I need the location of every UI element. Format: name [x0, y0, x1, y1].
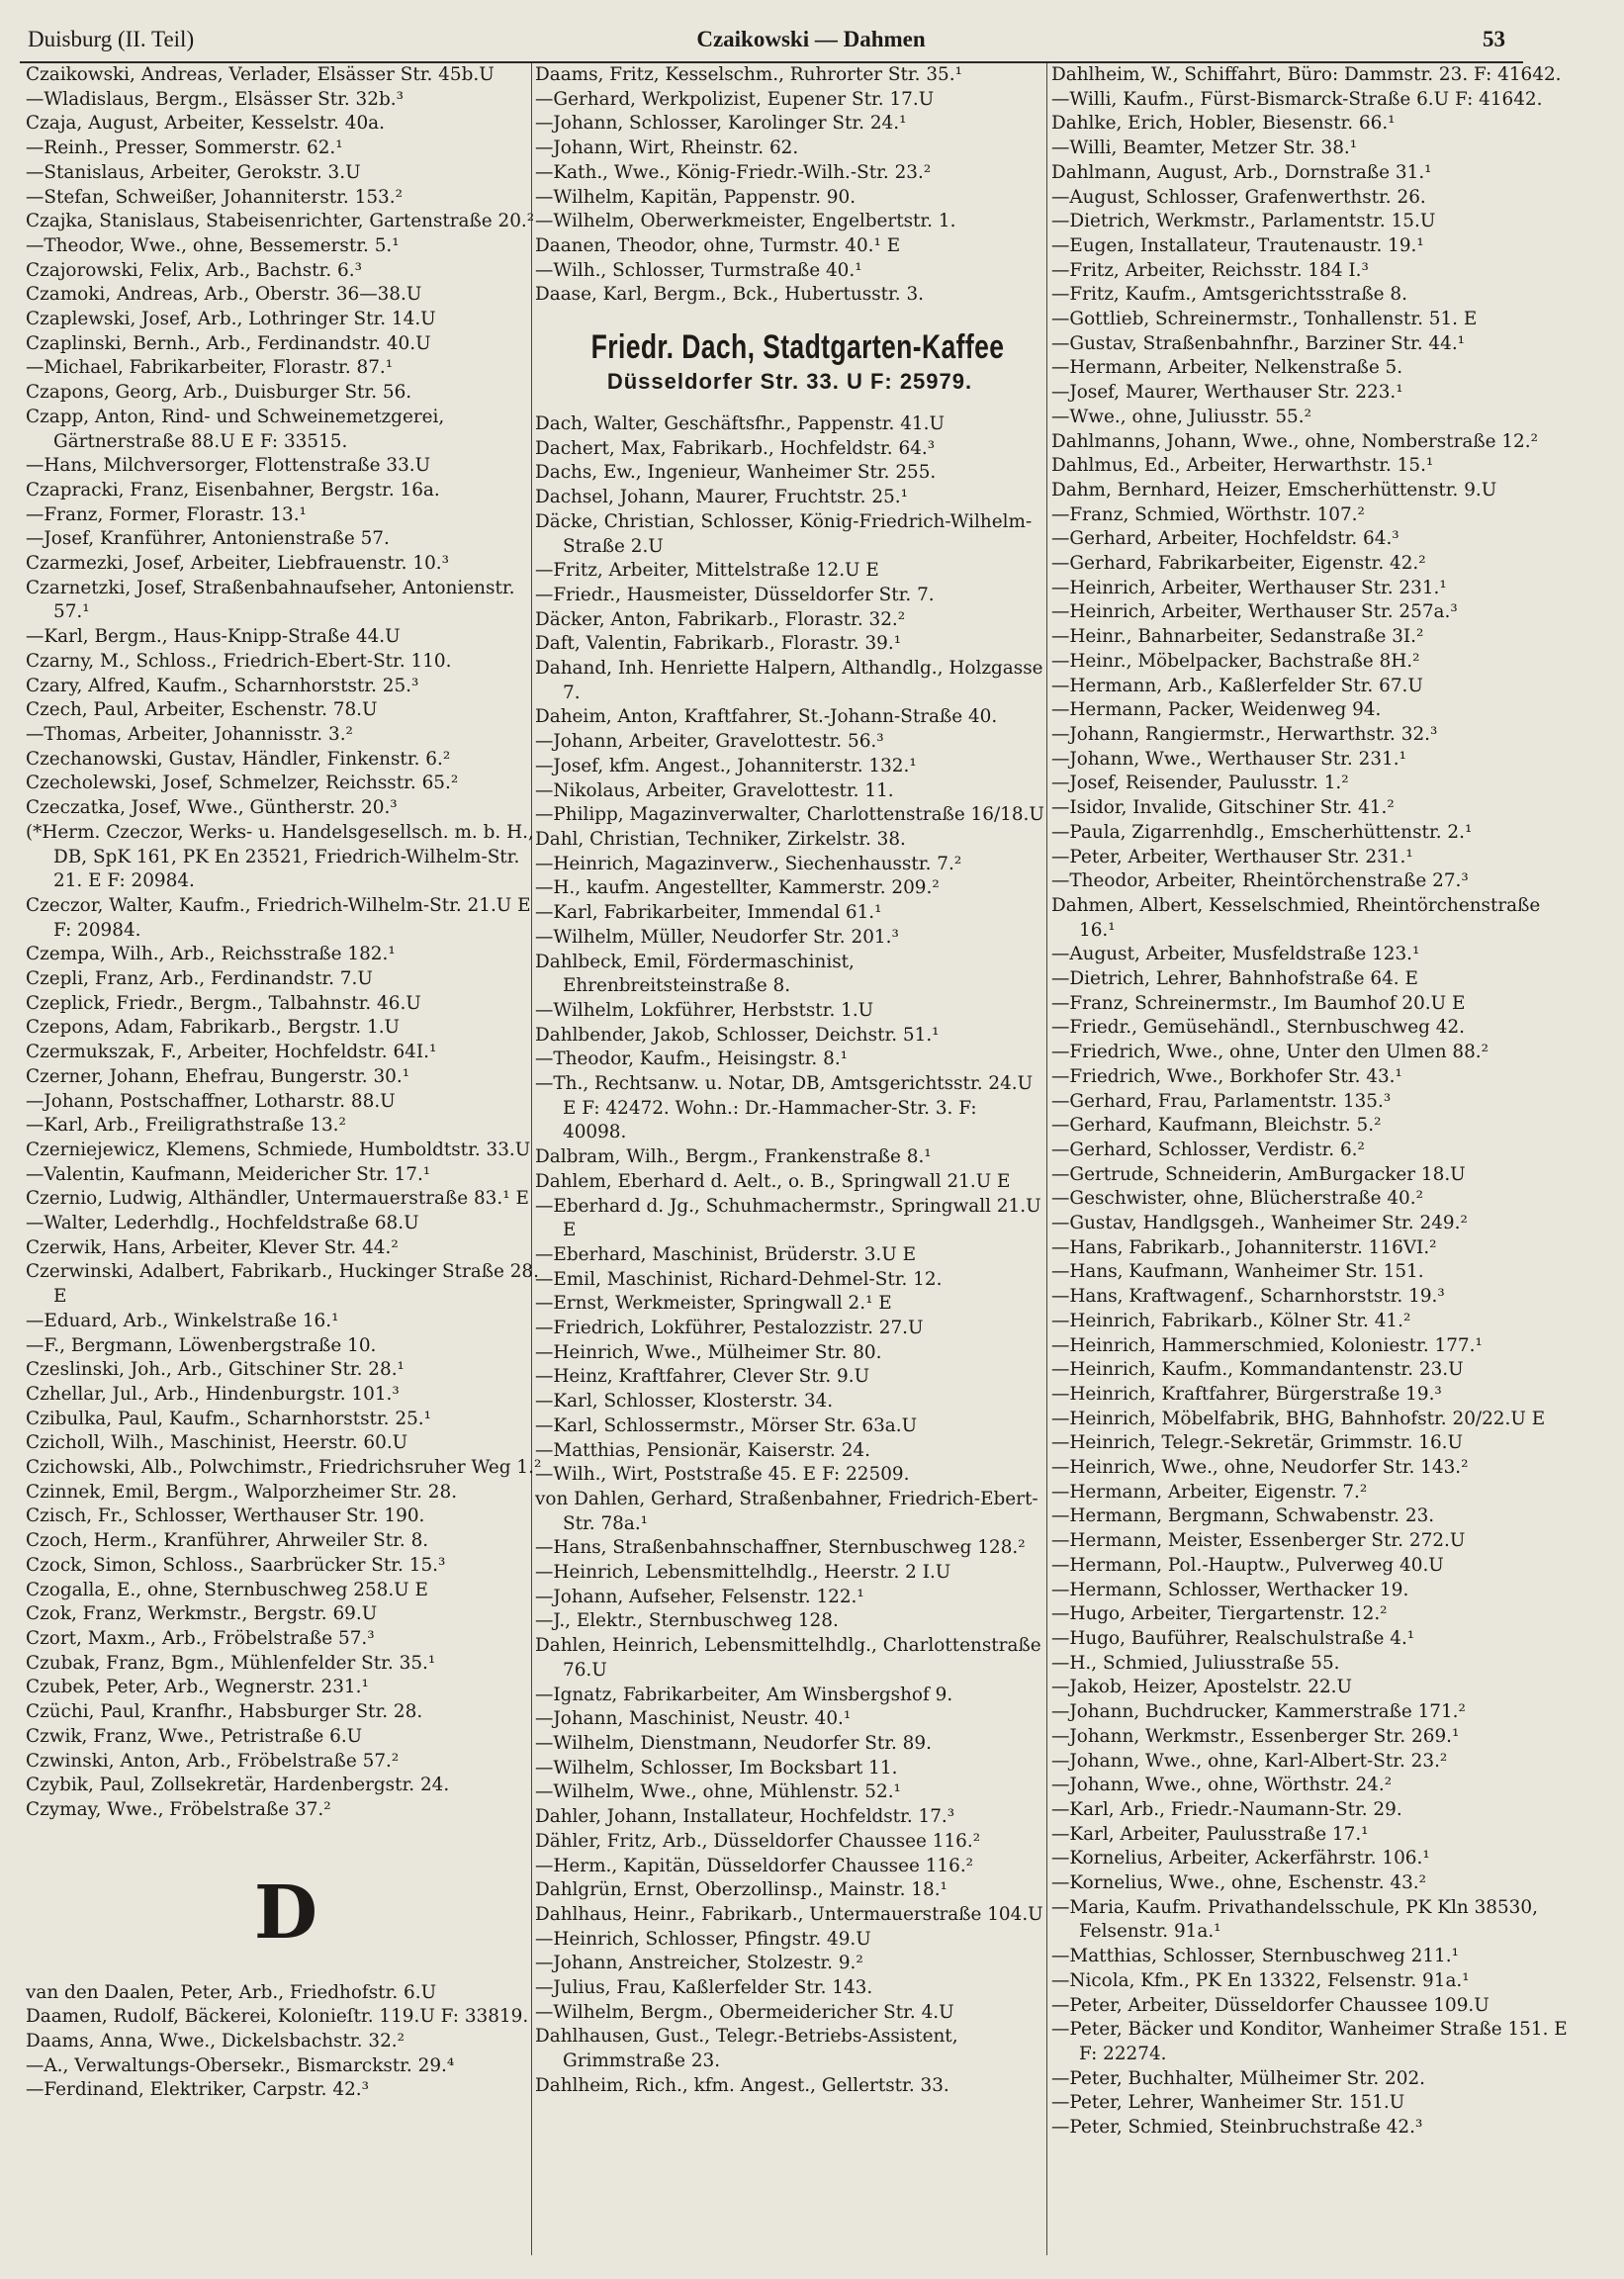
directory-entry: Daamen, Rudolf, Bäckerei, Kolonieſtr. 119.U F: 33819.	[26, 2006, 529, 2028]
directory-entry: —Josef, kfm. Angest., Johanniterstr. 132.¹	[535, 755, 917, 776]
directory-entry: Czechanowski, Gustav, Händler, Finkenstr. 6.²	[26, 748, 451, 770]
directory-entry: —Fritz, Kaufm., Amtsgerichtsstraße 8.	[1051, 284, 1407, 306]
directory-entry: —Friedrich, Lokführer, Pestalozzistr. 27.U	[535, 1318, 924, 1339]
directory-entry: —Friedr., Hausmeister, Düsseldorfer Str. 7.	[535, 584, 935, 605]
directory-entry: —Wwe., ohne, Juliusstr. 55.²	[1051, 406, 1311, 427]
directory-entry: —Franz, Schreinermstr., Im Baumhof 20.U E	[1051, 992, 1466, 1014]
advertisement-address: Düsseldorfer Str. 33. U F: 25979.	[606, 369, 973, 395]
directory-entry: —Peter, Schmied, Steinbruchstraße 42.³	[1051, 2117, 1423, 2139]
directory-entry: Czibulka, Paul, Kaufm., Scharnhorststr. 25.¹	[26, 1408, 431, 1429]
directory-entry: von Dahlen, Gerhard, Straßenbahner, Friedrich-Ebert-Str. 78a.¹	[535, 1488, 1038, 1534]
directory-entry: —Jakob, Heizer, Apostelstr. 22.U	[1051, 1677, 1353, 1698]
directory-entry: Czeplick, Friedr., Bergm., Talbahnstr. 46.U	[26, 992, 421, 1014]
directory-entry: Czech, Paul, Arbeiter, Eschenstr. 78.U	[26, 699, 378, 721]
directory-entry: —Kornelius, Arbeiter, Ackerfährstr. 106.¹	[1051, 1848, 1430, 1869]
directory-entry: —Dietrich, Werkmstr., Parlamentstr. 15.U	[1051, 211, 1436, 232]
directory-entry: Czwik, Franz, Wwe., Petristraße 6.U	[26, 1725, 363, 1747]
directory-entry: —Franz, Schmied, Wörthstr. 107.²	[1051, 503, 1365, 525]
directory-entry: Czary, Alfred, Kaufm., Scharnhorststr. 25.³	[26, 675, 419, 696]
directory-entry: Dahler, Johann, Installateur, Hochfeldstr. 17.³	[535, 1806, 955, 1828]
column-2-entries	[535, 412, 1044, 2099]
directory-entry: Czogalla, E., ohne, Sternbuschweg 258.U E	[26, 1579, 428, 1600]
directory-entry: Dahlmann, August, Arb., Dornstraße 31.¹	[1051, 161, 1432, 183]
directory-entry: (*Herm. Czeczor, Werks- u. Handelsgesellsch. m. b. H., DB, SpK 161, PK En 23521, Friedrich-Wilhelm-Str. 21. E F: 20984.	[26, 821, 534, 892]
directory-entry: Dahlen, Heinrich, Lebensmittelhdlg., Charlottenstraße 76.U	[535, 1635, 1041, 1681]
directory-entry: —Theodor, Arbeiter, Rheintörchenstraße 27.³	[1051, 870, 1469, 892]
directory-entry: —Heinrich, Lebensmittelhdlg., Heerstr. 2 I.U	[535, 1562, 951, 1584]
directory-entry: —Fritz, Arbeiter, Mittelstraße 12.U E	[535, 560, 879, 582]
directory-entry: —Julius, Frau, Kaßlerfelder Str. 143.	[535, 1977, 873, 1999]
directory-entry: —Heinr., Bahnarbeiter, Sedanstraße 3I.²	[1051, 626, 1424, 648]
directory-entry: Czajorowski, Felix, Arb., Bachstr. 6.³	[26, 259, 362, 281]
directory-entry: Czort, Maxm., Arb., Fröbelstraße 57.³	[26, 1628, 375, 1649]
directory-entry: —Hermann, Meister, Essenberger Str. 272.U	[1051, 1530, 1466, 1552]
directory-entry: —Hugo, Bauführer, Realschulstraße 4.¹	[1051, 1628, 1415, 1649]
directory-entry: —Hermann, Bergmann, Schwabenstr. 23.	[1051, 1505, 1435, 1527]
directory-entry: Däcke, Christian, Schlosser, König-Friedrich-Wilhelm-Straße 2.U	[535, 510, 1033, 557]
directory-entry: Däcker, Anton, Fabrikarb., Florastr. 32.²	[535, 608, 906, 630]
directory-entry: Dahm, Bernhard, Heizer, Emscherhüttenstr. 9.U	[1051, 479, 1497, 501]
directory-entry: van den Daalen, Peter, Arb., Friedhofstr. 6.U	[26, 1981, 437, 2003]
directory-entry: —Johann, Wirt, Rheinstr. 62.	[535, 137, 799, 159]
directory-entry: —Wilhelm, Müller, Neudorfer Str. 201.³	[535, 926, 899, 948]
directory-entry: Czock, Simon, Schloss., Saarbrücker Str. 15.³	[26, 1554, 446, 1576]
directory-entry: —Matthias, Pensionär, Kaiserstr. 24.	[535, 1439, 870, 1461]
directory-entry: —Wladislaus, Bergm., Elsässer Str. 32b.³	[26, 88, 404, 110]
directory-entry: —Paula, Zigarrenhdlg., Emscherhüttenstr. 2.¹	[1051, 821, 1473, 843]
directory-entry: —Heinrich, Kraftfahrer, Bürgerstraße 19.³	[1051, 1383, 1442, 1405]
directory-entry: —Hermann, Arbeiter, Eigenstr. 7.²	[1051, 1481, 1368, 1503]
directory-entry: Dahlbender, Jakob, Schlosser, Deichstr. 51.¹	[535, 1024, 940, 1046]
directory-entry: Czhellar, Jul., Arb., Hindenburgstr. 101.³	[26, 1383, 400, 1405]
directory-entry: —Heinrich, Schlosser, Pfingstr. 49.U	[535, 1928, 871, 1950]
directory-entry: —Gerhard, Kaufmann, Bleichstr. 5.²	[1051, 1115, 1382, 1137]
directory-entry: —Peter, Arbeiter, Düsseldorfer Chaussee 109.U	[1051, 1994, 1489, 2016]
directory-entry: —Thomas, Arbeiter, Johannisstr. 3.²	[26, 723, 353, 745]
directory-entry: —Heinrich, Hammerschmied, Koloniestr. 177.¹	[1051, 1334, 1483, 1356]
directory-entry: —Wilhelm, Wwe., ohne, Mühlenstr. 52.¹	[535, 1781, 901, 1803]
directory-entry: —Eduard, Arb., Winkelstraße 16.¹	[26, 1310, 339, 1331]
column-3	[1051, 63, 1579, 2269]
directory-entry: —Hans, Milchversorger, Flottenstraße 33.U	[26, 455, 431, 477]
directory-entry: —Hermann, Schlosser, Werthacker 19.	[1051, 1579, 1409, 1600]
directory-entry: —Heinrich, Möbelfabrik, BHG, Bahnhofstr. 20/22.U E	[1051, 1408, 1546, 1429]
directory-entry: Czamoki, Andreas, Arb., Oberstr. 36—38.U	[26, 284, 422, 306]
directory-entry: —Franz, Former, Florastr. 13.¹	[26, 503, 307, 525]
directory-entry: —Heinrich, Wwe., ohne, Neudorfer Str. 143.²	[1051, 1457, 1469, 1479]
directory-entry: —Johann, Anstreicher, Stolzestr. 9.²	[535, 1953, 863, 1974]
directory-entry: Czepli, Franz, Arb., Ferdinandstr. 7.U	[26, 968, 373, 990]
directory-entry: —Kornelius, Wwe., ohne, Eschenstr. 43.²	[1051, 1872, 1427, 1894]
directory-entry: Czichowski, Alb., Polwchimstr., Friedrichsruher Weg 1.²	[26, 1457, 542, 1479]
directory-entry: —Isidor, Invalide, Gitschiner Str. 41.²	[1051, 797, 1395, 819]
directory-entry: Czubek, Peter, Arb., Wegnerstr. 231.¹	[26, 1677, 369, 1698]
directory-entry: —Hugo, Arbeiter, Tiergartenstr. 12.²	[1051, 1603, 1388, 1625]
directory-entry: Czinnek, Emil, Bergm., Walporzheimer Str. 28.	[26, 1481, 458, 1503]
directory-entry: —Wilhelm, Lokführer, Herbststr. 1.U	[535, 999, 874, 1021]
directory-entry: —August, Schlosser, Grafenwerthstr. 26.	[1051, 186, 1426, 208]
directory-entry: —Fritz, Arbeiter, Reichsstr. 184 I.³	[1051, 259, 1369, 281]
directory-entry: Czeczor, Walter, Kaufm., Friedrich-Wilhelm-Str. 21.U E F: 20984.	[26, 894, 531, 941]
directory-entry: Daanen, Theodor, ohne, Turmstr. 40.¹ E	[535, 234, 901, 256]
directory-entry: —Eberhard d. Jg., Schuhmachermstr., Springwall 21.U E	[535, 1195, 1041, 1241]
directory-entry: —Heinrich, Arbeiter, Werthauser Str. 231.¹	[1051, 577, 1447, 598]
directory-entry: Dach, Walter, Geschäftsfhr., Pappenstr. 41.U	[535, 413, 945, 435]
directory-entry: —A., Verwaltungs-Obersekr., Bismarckstr. 29.⁴	[26, 2054, 455, 2076]
directory-entry: —H., Schmied, Juliusstraße 55.	[1051, 1652, 1340, 1674]
directory-entry: Czüchi, Paul, Kranfhr., Habsburger Str. 28.	[26, 1701, 423, 1723]
directory-entry: —Heinr., Möbelpacker, Bachstraße 8H.²	[1051, 650, 1420, 672]
directory-entry: —Johann, Aufseher, Felsenstr. 122.¹	[535, 1586, 864, 1607]
directory-entry: —Geschwister, ohne, Blücherstraße 40.²	[1051, 1188, 1423, 1210]
directory-entry: —Reinh., Presser, Sommerstr. 62.¹	[26, 137, 343, 159]
directory-entry: —August, Arbeiter, Musfeldstraße 123.¹	[1051, 944, 1420, 965]
directory-entry: —Heinrich, Telegr.-Sekretär, Grimmstr. 16.U	[1051, 1432, 1464, 1454]
directory-entry: Dahlmus, Ed., Arbeiter, Herwarthstr. 15.¹	[1051, 455, 1434, 477]
directory-entry: —Karl, Bergm., Haus-Knipp-Straße 44.U	[26, 626, 401, 648]
page-header	[20, 18, 1602, 61]
section-letter-d: D	[253, 1869, 318, 1956]
directory-entry: —Stanislaus, Arbeiter, Gerokstr. 3.U	[26, 161, 361, 183]
directory-entry: —Herm., Kapitän, Düsseldorfer Chaussee 116.²	[535, 1855, 974, 1876]
directory-entry: —Wilhelm, Oberwerkmeister, Engelbertstr. 1.	[535, 211, 956, 232]
directory-entry: Daams, Anna, Wwe., Dickelsbachstr. 32.²	[26, 2031, 405, 2052]
directory-entry: Dalbram, Wilh., Bergm., Frankenstraße 8.¹	[535, 1146, 932, 1168]
directory-entry: —Maria, Kaufm. Privathandelsschule, PK Kln 38530, Felsenstr. 91a.¹	[1051, 1896, 1538, 1943]
directory-entry: —Peter, Lehrer, Wanheimer Str. 151.U	[1051, 2092, 1405, 2114]
directory-entry: —Karl, Fabrikarbeiter, Immendal 61.¹	[535, 902, 882, 924]
directory-entry: —Johann, Postschaffner, Lotharstr. 88.U	[26, 1090, 396, 1112]
directory-entry: —Dietrich, Lehrer, Bahnhofstraße 64. E	[1051, 968, 1418, 990]
directory-entry: —Eberhard, Maschinist, Brüderstr. 3.U E	[535, 1243, 917, 1265]
directory-entry: —Friedrich, Wwe., ohne, Unter den Ulmen 88.²	[1051, 1042, 1489, 1063]
directory-entry: Dahlgrün, Ernst, Oberzollinsp., Mainstr. 18.¹	[535, 1879, 947, 1901]
directory-entry: Czeslinski, Joh., Arb., Gitschiner Str. 28.¹	[26, 1359, 405, 1381]
directory-entry: —Josef, Reisender, Paulusstr. 1.²	[1051, 773, 1349, 794]
directory-entry: —Peter, Buchhalter, Mülheimer Str. 202.	[1051, 2067, 1426, 2089]
directory-entry: —Hermann, Packer, Weidenweg 94.	[1051, 699, 1382, 721]
directory-entry: Daheim, Anton, Kraftfahrer, St.-Johann-Straße 40.	[535, 706, 998, 728]
directory-entry: —Gerhard, Schlosser, Verdistr. 6.²	[1051, 1139, 1365, 1160]
directory-entry: Daase, Karl, Bergm., Bck., Hubertusstr. 3.	[535, 284, 925, 306]
directory-entry: —Johann, Wwe., ohne, Karl-Albert-Str. 23.²	[1051, 1750, 1448, 1772]
directory-entry: —Ernst, Werkmeister, Springwall 2.¹ E	[535, 1293, 892, 1315]
directory-entry: Czoch, Herm., Kranführer, Ahrweiler Str. 8.	[26, 1530, 429, 1552]
directory-entry: —Gertrude, Schneiderin, AmBurgacker 18.U	[1051, 1163, 1466, 1185]
directory-entry: Dahlem, Eberhard d. Aelt., o. B., Springwall 21.U E	[535, 1170, 1011, 1192]
directory-entry: Czaja, August, Arbeiter, Kesselstr. 40a.	[26, 113, 385, 135]
directory-entry: —Karl, Arb., Friedr.-Naumann-Str. 29.	[1051, 1798, 1402, 1820]
directory-entry: —Hans, Kaufmann, Wanheimer Str. 151.	[1051, 1261, 1424, 1283]
column-1-entries	[26, 63, 546, 1823]
directory-entry: Czapp, Anton, Rind- und Schweinemetzgerei, Gärtnerstraße 88.U E F: 33515.	[26, 406, 445, 452]
directory-entry: Daft, Valentin, Fabrikarb., Florastr. 39.¹	[535, 633, 902, 655]
column-3-entries	[1051, 63, 1579, 2141]
column-2	[535, 63, 1044, 2269]
directory-entry: Czerner, Johann, Ehefrau, Bungerstr. 30.¹	[26, 1065, 410, 1087]
directory-entry: —Wilhelm, Dienstmann, Neudorfer Str. 89.	[535, 1733, 932, 1754]
column-2-entries-top	[535, 63, 1044, 308]
directory-entry: Dähler, Fritz, Arb., Düsseldorfer Chaussee 116.²	[535, 1830, 981, 1852]
advertisement	[535, 327, 1044, 397]
directory-entry: —Wilh., Schlosser, Turmstraße 40.¹	[535, 259, 862, 281]
directory-entry: —Wilh., Wirt, Poststraße 45. E F: 22509.	[535, 1464, 910, 1486]
directory-entry: Dahlbeck, Emil, Fördermaschinist, Ehrenbreitsteinstraße 8.	[535, 951, 855, 997]
directory-entry: Czubak, Franz, Bgm., Mühlenfelder Str. 35.¹	[26, 1652, 436, 1674]
directory-entry: —Gottlieb, Schreinermstr., Tonhallenstr. 51. E	[1051, 309, 1478, 330]
directory-entry: —F., Bergmann, Löwenbergstraße 10.	[26, 1334, 377, 1356]
directory-entry: Dahlke, Erich, Hobler, Biesenstr. 66.¹	[1051, 113, 1396, 135]
advertisement-title: Friedr. Dach, Stadtgarten-Kaffee	[590, 328, 1005, 367]
directory-entry: —Hans, Kraftwagenf., Scharnhorststr. 19.³	[1051, 1286, 1445, 1308]
directory-entry: —Eugen, Installateur, Trautenaustr. 19.¹	[1051, 234, 1424, 256]
directory-entry: —H., kaufm. Angestellter, Kammerstr. 209.²	[535, 877, 940, 899]
directory-entry: —Karl, Schlossermstr., Mörser Str. 63a.U	[535, 1414, 918, 1436]
directory-entry: Czymay, Wwe., Fröbelstraße 37.²	[26, 1798, 331, 1820]
directory-entry: —Hans, Straßenbahnschaffner, Sternbuschweg 128.²	[535, 1537, 1026, 1559]
directory-entry: —Heinrich, Magazinverw., Siechenhausstr. 7.²	[535, 853, 962, 874]
directory-entry: —Josef, Maurer, Werthauser Str. 223.¹	[1051, 382, 1403, 404]
directory-entry: —Theodor, Wwe., ohne, Bessemerstr. 5.¹	[26, 234, 400, 256]
directory-entry: —Hans, Fabrikarb., Johanniterstr. 116VI.²	[1051, 1236, 1437, 1258]
directory-entry: —Johann, Schlosser, Karolinger Str. 24.¹	[535, 113, 907, 135]
directory-entry: —J., Elektr., Sternbuschweg 128.	[535, 1610, 839, 1632]
directory-entry: Czwinski, Anton, Arb., Fröbelstraße 57.²	[26, 1750, 400, 1772]
directory-entry: Dachsel, Johann, Maurer, Fruchtstr. 25.¹	[535, 487, 908, 508]
directory-entry: —Ignatz, Fabrikarbeiter, Am Winsbergshof 9.	[535, 1684, 953, 1705]
directory-entry: —Emil, Maschinist, Richard-Dehmel-Str. 12.	[535, 1268, 943, 1290]
directory-entry: —Peter, Arbeiter, Werthauser Str. 231.¹	[1051, 846, 1413, 867]
page-number: 53	[1483, 27, 1505, 51]
directory-entry: —Johann, Werkmstr., Essenberger Str. 269.¹	[1051, 1725, 1460, 1747]
column-1-d-entries	[26, 1981, 546, 2104]
directory-entry: Dachert, Max, Fabrikarb., Hochfeldstr. 64.³	[535, 437, 936, 459]
directory-entry: —Karl, Arbeiter, Paulusstraße 17.¹	[1051, 1823, 1369, 1845]
directory-entry: Dahl, Christian, Techniker, Zirkelstr. 38.	[535, 828, 906, 850]
directory-entry: —Gerhard, Frau, Parlamentstr. 135.³	[1051, 1090, 1392, 1112]
directory-entry: —Hermann, Arbeiter, Nelkenstraße 5.	[1051, 357, 1403, 379]
directory-entry: Czajka, Stanislaus, Stabeisenrichter, Gartenstraße 20.²	[26, 211, 535, 232]
directory-entry: Czicholl, Wilh., Maschinist, Heerstr. 60.U	[26, 1432, 408, 1454]
directory-entry: —Heinrich, Wwe., Mülheimer Str. 80.	[535, 1341, 882, 1363]
directory-entry: —Hermann, Arb., Kaßlerfelder Str. 67.U	[1051, 675, 1423, 696]
directory-entry: —Heinrich, Kaufm., Kommandantenstr. 23.U	[1051, 1359, 1464, 1381]
directory-entry: —Gustav, Straßenbahnfhr., Barziner Str. 44.¹	[1051, 332, 1466, 354]
directory-entry: Daams, Fritz, Kesselschm., Ruhrorter Str. 35.¹	[535, 64, 962, 85]
directory-entry: Czaplewski, Josef, Arb., Lothringer Str. 14.U	[26, 309, 436, 330]
directory-entry: Czaplinski, Bernh., Arb., Ferdinandstr. 40.U	[26, 332, 431, 354]
directory-entry: Czybik, Paul, Zollsekretär, Hardenbergstr. 24.	[26, 1775, 450, 1796]
directory-entry: —Hermann, Pol.-Hauptw., Pulverweg 40.U	[1051, 1554, 1444, 1576]
directory-entry: Czernio, Ludwig, Althändler, Untermauerstraße 83.¹ E	[26, 1188, 529, 1210]
column-divider	[1046, 63, 1047, 2255]
directory-entry: —Karl, Schlosser, Klosterstr. 34.	[535, 1391, 834, 1413]
header-location: Duisburg (II. Teil)	[28, 27, 195, 51]
directory-entry: —Th., Rechtsanw. u. Notar, DB, Amtsgerichtsstr. 24.U E F: 42472. Wohn.: Dr.-Hammacher-Str. 3. F: 40098.	[535, 1073, 1034, 1143]
directory-entry: Czarny, M., Schloss., Friedrich-Ebert-Str. 110.	[26, 650, 452, 672]
directory-entry: —Theodor, Kaufm., Heisingstr. 8.¹	[535, 1048, 849, 1070]
directory-entry: Dahlhaus, Heinr., Fabrikarb., Untermauerstraße 104.U	[535, 1903, 1043, 1925]
directory-entry: Czerwinski, Adalbert, Fabrikarb., Huckinger Straße 28. E	[26, 1261, 539, 1308]
directory-entry: —Karl, Arb., Freiligrathstraße 13.²	[26, 1115, 346, 1137]
directory-entry: Czepons, Adam, Fabrikarb., Bergstr. 1.U	[26, 1017, 401, 1039]
directory-entry: Czerwik, Hans, Arbeiter, Klever Str. 44.²	[26, 1236, 399, 1258]
directory-entry: —Heinz, Kraftfahrer, Clever Str. 9.U	[535, 1366, 870, 1388]
directory-entry: Czarmezki, Josef, Arbeiter, Liebfrauenstr. 10.³	[26, 553, 449, 575]
directory-entry: —Josef, Kranführer, Antonienstraße 57.	[26, 528, 390, 550]
directory-entry: —Peter, Bäcker und Konditor, Wanheimer Straße 151. E F: 22274.	[1051, 2019, 1568, 2064]
directory-entry: —Kath., Wwe., König-Friedr.-Wilh.-Str. 23.²	[535, 161, 932, 183]
directory-entry: Czaikowski, Andreas, Verlader, Elsässer Str. 45b.U	[26, 64, 495, 85]
directory-entry: —Willi, Beamter, Metzer Str. 38.¹	[1051, 137, 1358, 159]
directory-entry: —Heinrich, Arbeiter, Werthauser Str. 257a.³	[1051, 601, 1458, 623]
directory-entry: —Nicola, Kfm., PK En 13322, Felsenstr. 91a.¹	[1051, 1969, 1470, 1991]
directory-entry: Czecholewski, Josef, Schmelzer, Reichsstr. 65.²	[26, 773, 459, 794]
directory-entry: —Gustav, Handlgsgeh., Wanheimer Str. 249.²	[1051, 1213, 1468, 1234]
directory-entry: Czisch, Fr., Schlosser, Werthauser Str. 190.	[26, 1505, 425, 1527]
directory-entry: Czapons, Georg, Arb., Duisburger Str. 56.	[26, 382, 412, 404]
directory-entry: —Johann, Maschinist, Neustr. 40.¹	[535, 1708, 852, 1730]
directory-entry: —Ferdinand, Elektriker, Carpstr. 42.³	[26, 2079, 369, 2101]
header-name-range: Czaikowski — Dahmen	[696, 27, 926, 51]
directory-entry: —Friedrich, Wwe., Borkhofer Str. 43.¹	[1051, 1065, 1402, 1087]
directory-entry: Czempa, Wilh., Arb., Reichsstraße 182.¹	[26, 944, 396, 965]
directory-entry: —Gerhard, Werkpolizist, Eupener Str. 17.U	[535, 88, 935, 110]
directory-entry: —Valentin, Kaufmann, Meidericher Str. 17.¹	[26, 1163, 431, 1185]
directory-entry: —Wilhelm, Schlosser, Im Bocksbart 11.	[535, 1757, 898, 1778]
directory-entry: Czarnetzki, Josef, Straßenbahnaufseher, Antonienstr. 57.¹	[26, 577, 515, 623]
directory-entry: —Friedr., Gemüsehändl., Sternbuschweg 42.	[1051, 1017, 1466, 1039]
directory-entry: —Johann, Wwe., ohne, Wörthstr. 24.²	[1051, 1775, 1393, 1796]
directory-entry: —Stefan, Schweißer, Johanniterstr. 153.²	[26, 186, 403, 208]
directory-entry: —Johann, Buchdrucker, Kammerstraße 171.²	[1051, 1701, 1466, 1723]
directory-entry: Czerniejewicz, Klemens, Schmiede, Humboldtstr. 33.U	[26, 1139, 531, 1160]
directory-entry: —Gerhard, Fabrikarbeiter, Eigenstr. 42.²	[1051, 553, 1426, 575]
directory-entry: —Willi, Kaufm., Fürst-Bismarck-Straße 6.U F: 41642.	[1051, 88, 1543, 110]
directory-entry: —Wilhelm, Kapitän, Pappenstr. 90.	[535, 186, 857, 208]
directory-entry: Czok, Franz, Werkmstr., Bergstr. 69.U	[26, 1603, 378, 1625]
directory-entry: Dahlheim, Rich., kfm. Angest., Gellertstr. 33.	[535, 2074, 949, 2096]
directory-entry: —Michael, Fabrikarbeiter, Florastr. 87.¹	[26, 357, 394, 379]
directory-entry: Dahlheim, W., Schiffahrt, Büro: Dammstr. 23. F: 41642.	[1051, 64, 1562, 85]
directory-entry: Dachs, Ew., Ingenieur, Wanheimer Str. 255.	[535, 462, 937, 484]
directory-entry: —Johann, Arbeiter, Gravelottestr. 56.³	[535, 731, 884, 753]
directory-entry: Czeczatka, Josef, Wwe., Güntherstr. 20.³	[26, 797, 398, 819]
directory-entry: Dahmen, Albert, Kesselschmied, Rheintörchenstraße 16.¹	[1051, 894, 1541, 941]
directory-entry: Czermukszak, F., Arbeiter, Hochfeldstr. 64I.¹	[26, 1042, 437, 1063]
directory-entry: —Johann, Wwe., Werthauser Str. 231.¹	[1051, 748, 1406, 770]
directory-entry: —Walter, Lederhdlg., Hochfeldstraße 68.U	[26, 1213, 419, 1234]
directory-entry: —Philipp, Magazinverwalter, Charlottenstraße 16/18.U	[535, 804, 1044, 826]
directory-entry: —Wilhelm, Bergm., Obermeidericher Str. 4.U	[535, 2001, 954, 2023]
directory-entry: —Johann, Rangiermstr., Herwarthstr. 32.³	[1051, 723, 1438, 745]
directory-entry: —Heinrich, Fabrikarb., Kölner Str. 41.²	[1051, 1310, 1411, 1331]
directory-entry: —Gerhard, Arbeiter, Hochfeldstr. 64.³	[1051, 528, 1399, 550]
directory-entry: Dahlhausen, Gust., Telegr.-Betriebs-Assistent, Grimmstraße 23.	[535, 2026, 958, 2072]
column-1	[26, 63, 546, 2269]
directory-entry: Dahand, Inh. Henriette Halpern, Althandlg., Holzgasse 7.	[535, 658, 1043, 703]
directory-entry: Dahlmanns, Johann, Wwe., ohne, Nomberstraße 12.²	[1051, 430, 1538, 452]
directory-entry: —Matthias, Schlosser, Sternbuschweg 211.¹	[1051, 1946, 1459, 1967]
directory-entry: —Nikolaus, Arbeiter, Gravelottestr. 11.	[535, 779, 894, 801]
directory-entry: Czapracki, Franz, Eisenbahner, Bergstr. 16a.	[26, 479, 440, 501]
